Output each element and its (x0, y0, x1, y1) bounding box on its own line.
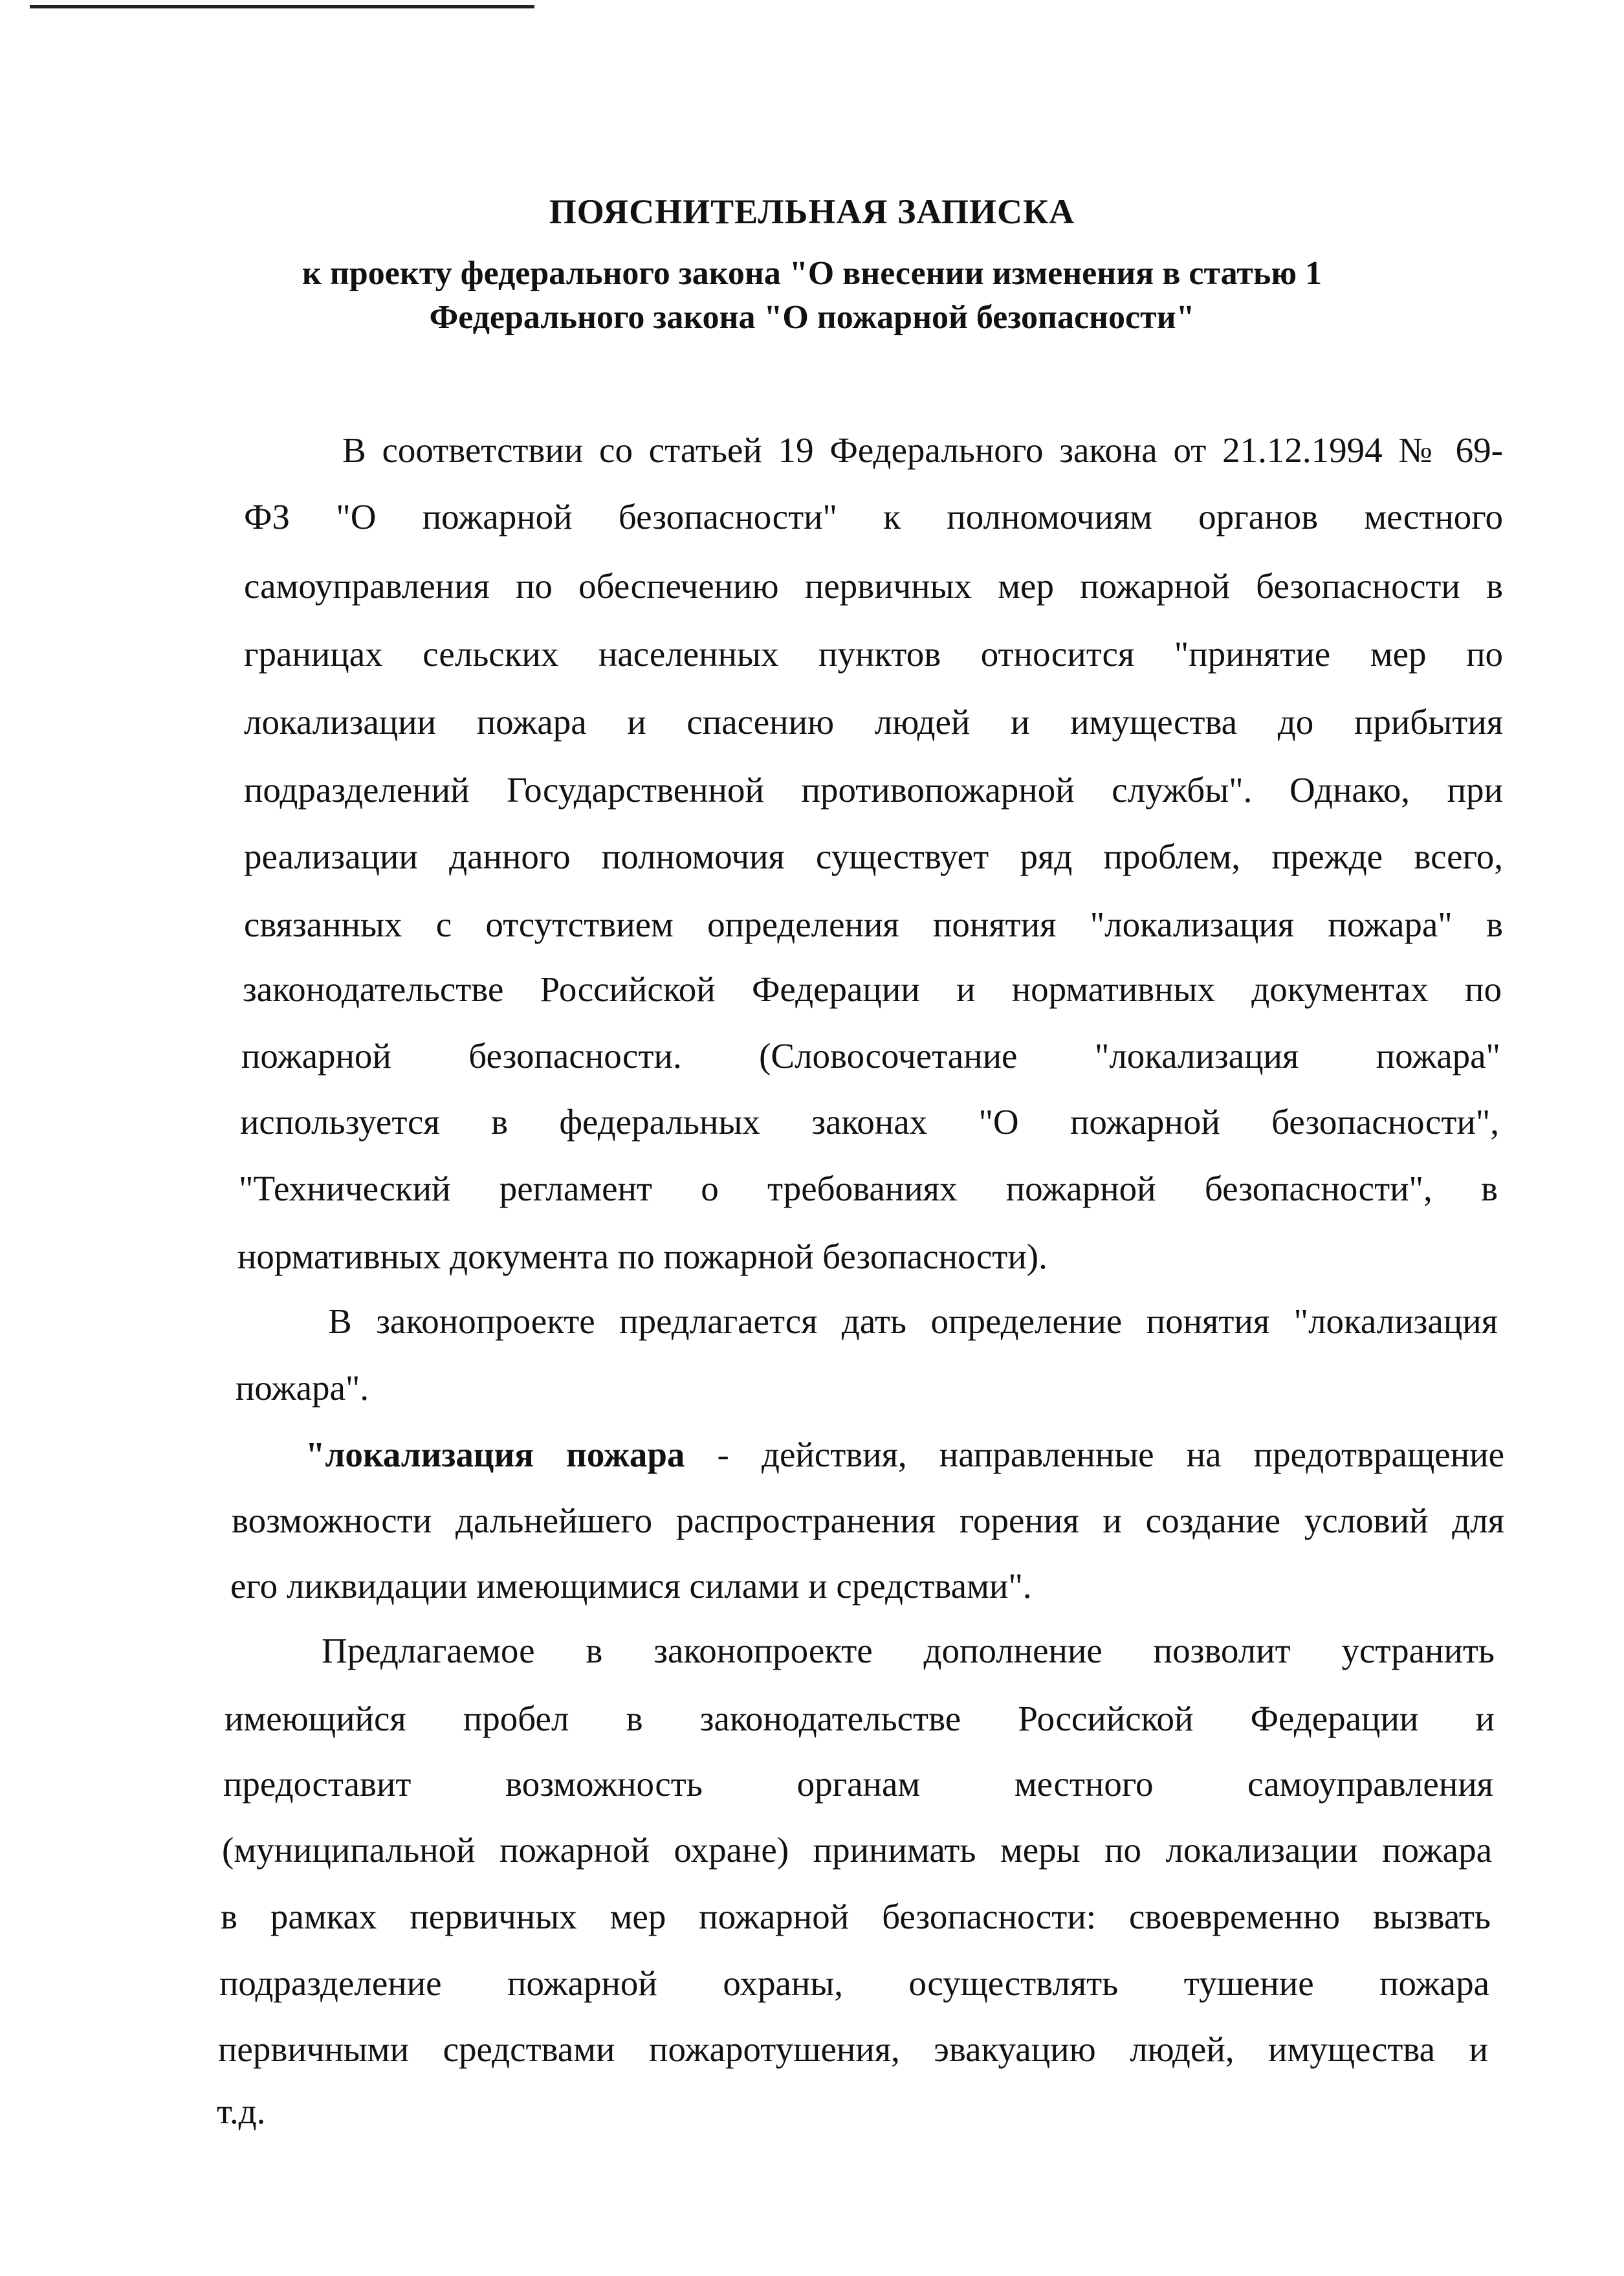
text-line: самоуправления по обеспечению первичных мер пожарной безопасности в (244, 566, 1503, 606)
text-line: Предлагаемое в законопроекте дополнение позволит устранить (322, 1631, 1495, 1670)
text-line (305, 1432, 1504, 1477)
top-scan-rule (30, 5, 534, 8)
document-subtitle-line: Федерального закона "О пожарной безопасности" (429, 299, 1195, 336)
text-line: первичными средствами пожаротушения, эвакуацию людей, имущества и (218, 2029, 1488, 2069)
text-line: используется в федеральных законах "О пожарной безопасности", (240, 1102, 1499, 1142)
text-line: В соответствии со статьей 19 Федерального закона от 21.12.1994 № 69- (342, 430, 1503, 470)
text-line: нормативных документа по пожарной безопасности). (237, 1237, 1048, 1276)
text-line: (муниципальной пожарной охране) принимать меры по локализации пожара (222, 1830, 1492, 1870)
text-line: подразделений Государственной противопожарной службы". Однако, при (244, 770, 1503, 810)
text-line: т.д. (217, 2092, 266, 2131)
text-line: предоставит возможность органам местного самоуправления (223, 1764, 1493, 1804)
text-line: границах сельских населенных пунктов относится "принятие мер по (244, 634, 1503, 674)
definition-text: - действия, направленные на предотвращение (685, 1435, 1504, 1474)
text-line: В законопроекте предлагается дать определение понятия "локализация (328, 1301, 1498, 1341)
defined-term: "локализация пожара (305, 1435, 685, 1474)
text-line: ФЗ "О пожарной безопасности" к полномочиям органов местного (244, 497, 1503, 536)
text-line: пожара". (236, 1368, 369, 1408)
text-line: имеющийся пробел в законодательстве Российской Федерации и (225, 1699, 1495, 1738)
text-line: его ликвидации имеющимися силами и средствами". (230, 1566, 1032, 1606)
text-line: связанных с отсутствием определения понятия "локализация пожара" в (244, 905, 1503, 944)
text-line: "Технический регламент о требованиях пожарной безопасности", в (239, 1169, 1498, 1208)
text-line: локализации пожара и спасению людей и имущества до прибытия (244, 702, 1503, 742)
document-title: ПОЯСНИТЕЛЬНАЯ ЗАПИСКА (549, 192, 1075, 231)
text-line: возможности дальнейшего распространения горения и создание условий для (232, 1501, 1504, 1540)
text-line: подразделение пожарной охраны, осуществлять тушение пожара (219, 1963, 1489, 2003)
text-line: пожарной безопасности. (Словосочетание "локализация пожара" (241, 1036, 1500, 1076)
text-line: в рамках первичных мер пожарной безопасности: своевременно вызвать (221, 1897, 1491, 1936)
text-line: реализации данного полномочия существует ряд проблем, прежде всего, (244, 837, 1503, 876)
text-line: законодательстве Российской Федерации и нормативных документах по (243, 969, 1502, 1009)
document-subtitle-line: к проекту федерального закона "О внесении изменения в статью 1 (302, 255, 1322, 292)
